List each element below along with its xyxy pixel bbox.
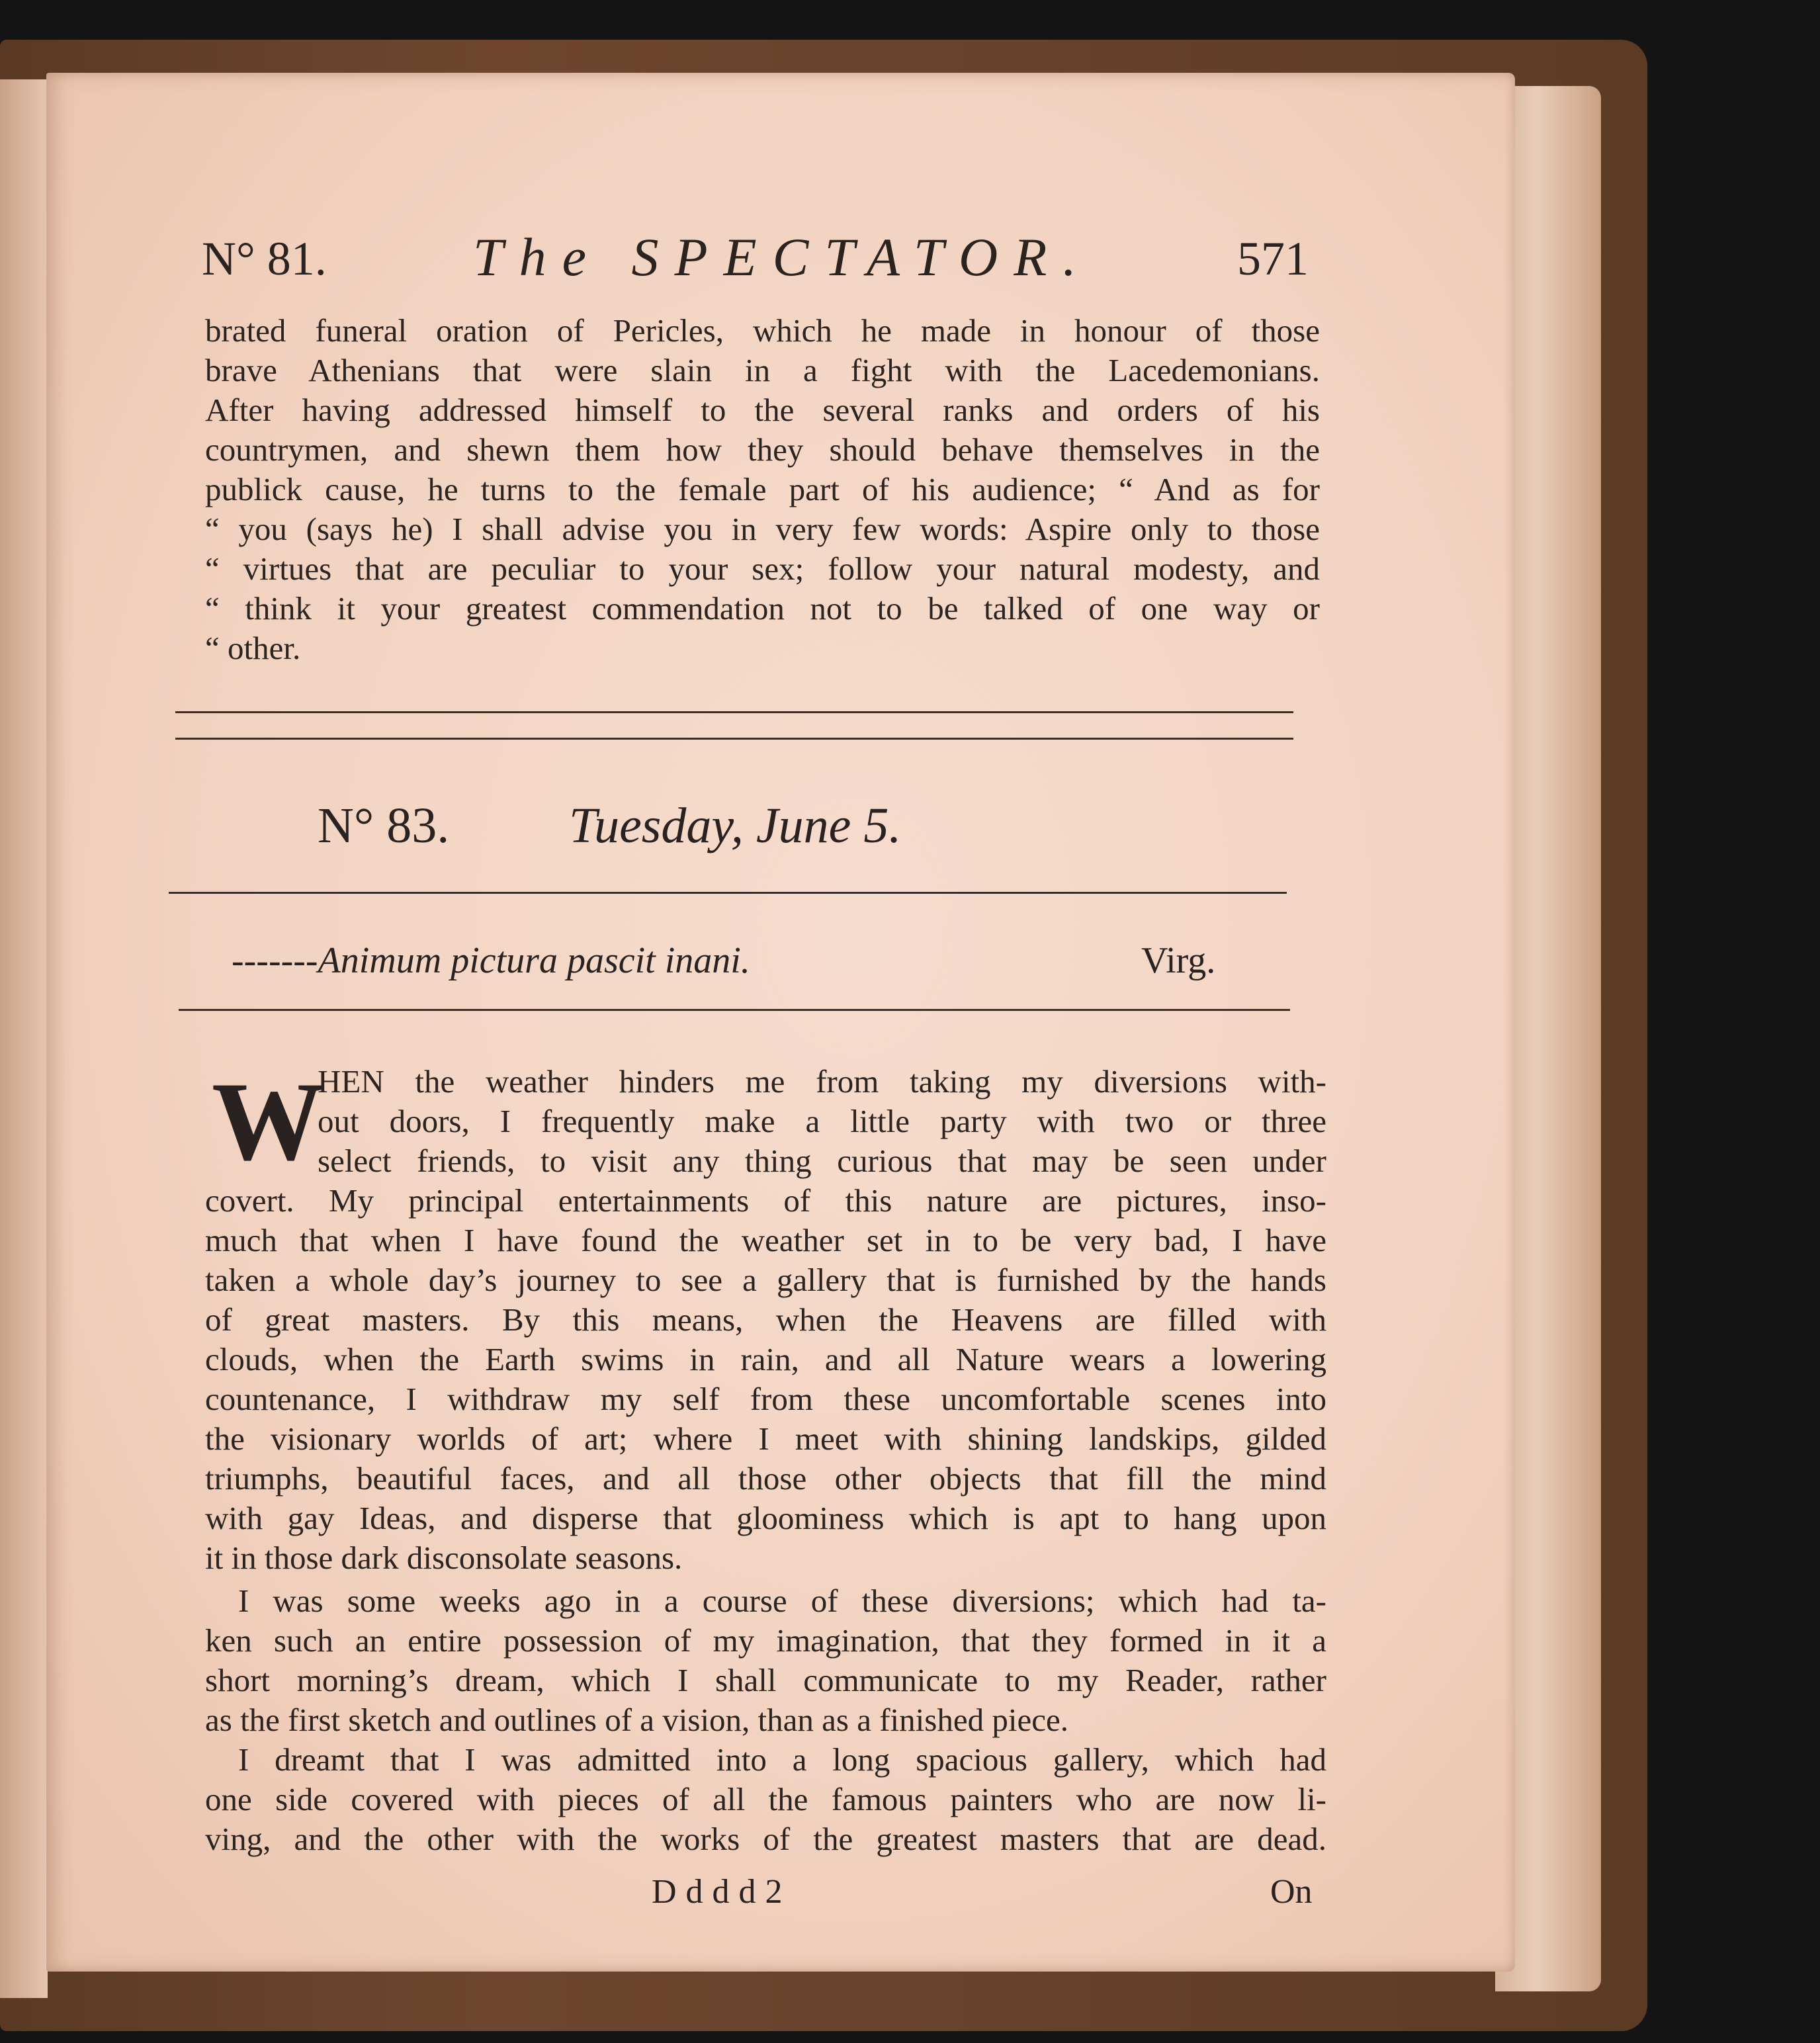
text-line: “ virtues that are peculiar to your sex; follow your natural modesty, and bbox=[205, 550, 1320, 587]
text-line: of great masters. By this means, when the Heavens are filled with bbox=[205, 1301, 1326, 1338]
running-head-number: N° 81. bbox=[202, 232, 327, 285]
text-line: publick cause, he turns to the female part of his audience; “ And as for bbox=[205, 471, 1320, 507]
section-rule bbox=[175, 738, 1293, 740]
issue-number: N° 83. bbox=[318, 798, 450, 853]
text-line: one side covered with pieces of all the famous painters who are now li- bbox=[205, 1781, 1326, 1817]
facing-page-edge bbox=[0, 79, 48, 1998]
motto-source: Virg. bbox=[1141, 940, 1216, 981]
text-line: countrymen, and shewn them how they should behave themselves in the bbox=[205, 431, 1320, 468]
text-line: “ think it your greatest commendation not to be talked of one way or bbox=[205, 590, 1320, 627]
text-line: taken a whole day’s journey to see a gallery that is furnished by the hands bbox=[205, 1262, 1326, 1298]
motto-rule-bottom bbox=[179, 1009, 1290, 1011]
text-line: short morning’s dream, which I shall communicate to my Reader, rather bbox=[205, 1662, 1326, 1698]
motto-text: -------Animum pictura pascit inani. bbox=[232, 940, 750, 981]
text-line: ving, and the other with the works of the greatest masters that are dead. bbox=[205, 1821, 1326, 1857]
text-line: brated funeral oration of Pericles, which he made in honour of those bbox=[205, 312, 1320, 349]
issue-date: Tuesday, June 5. bbox=[569, 798, 902, 853]
text-line: ken such an entire possession of my imagination, that they formed in it a bbox=[205, 1622, 1326, 1659]
text-line: with gay Ideas, and disperse that gloominess which is apt to hang upon bbox=[205, 1500, 1326, 1536]
text-line: it in those dark disconsolate seasons. bbox=[205, 1540, 683, 1576]
text-line: select friends, to visit any thing curious that may be seen under bbox=[318, 1143, 1326, 1179]
text-line: After having addressed himself to the several ranks and orders of his bbox=[205, 392, 1320, 428]
text-line: “ you (says he) I shall advise you in very few words: Aspire only to those bbox=[205, 511, 1320, 547]
text-line: “ other. bbox=[205, 630, 301, 666]
text-line: brave Athenians that were slain in a fight with the Lacedemonians. bbox=[205, 352, 1320, 388]
text-line: I was some weeks ago in a course of these diversions; which had ta- bbox=[238, 1583, 1326, 1619]
drop-cap: W bbox=[212, 1059, 324, 1184]
text-line: out doors, I frequently make a little party with two or three bbox=[318, 1103, 1326, 1139]
text-line: countenance, I withdraw my self from these uncomfortable scenes into bbox=[205, 1381, 1326, 1417]
text-line: as the first sketch and outlines of a vision, than as a finished piece. bbox=[205, 1702, 1068, 1738]
catchword: On bbox=[1270, 1873, 1313, 1911]
text-line: much that when I have found the weather set in to be very bad, I have bbox=[205, 1222, 1326, 1258]
book-page bbox=[46, 73, 1515, 1972]
section-rule bbox=[175, 711, 1293, 713]
text-line: I dreamt that I was admitted into a long spacious gallery, which had bbox=[238, 1741, 1326, 1778]
text-line: clouds, when the Earth swims in rain, and all Nature wears a lowering bbox=[205, 1341, 1326, 1377]
page-number: 571 bbox=[1237, 232, 1309, 285]
text-line: the visionary worlds of art; where I meet with shining landskips, gilded bbox=[205, 1420, 1326, 1457]
running-head-title: The SPECTATOR. bbox=[473, 227, 1092, 287]
text-line: covert. My principal entertainments of this nature are pictures, inso- bbox=[205, 1182, 1326, 1219]
text-line: triumphs, beautiful faces, and all those other objects that fill the mind bbox=[205, 1460, 1326, 1497]
motto-rule-top bbox=[169, 892, 1287, 894]
text-line: HEN the weather hinders me from taking my diversions with- bbox=[318, 1063, 1326, 1100]
signature-mark: Dddd2 bbox=[652, 1873, 792, 1911]
